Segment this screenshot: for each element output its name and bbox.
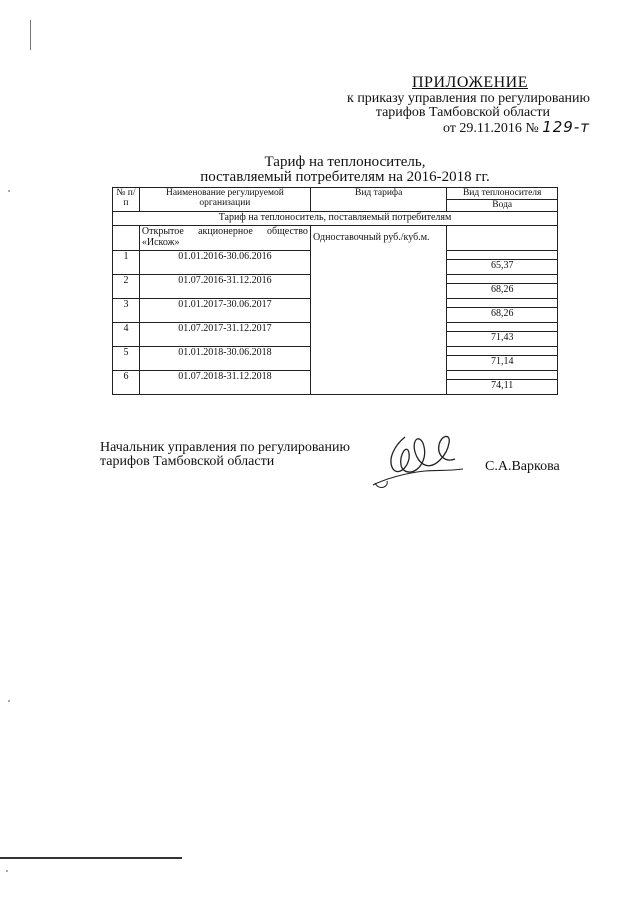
table-header-row [113, 188, 558, 200]
signoff-position-line-2: тарифов Тамбовской области [100, 454, 275, 469]
row-num: 2 [113, 275, 140, 299]
row-num: 3 [113, 299, 140, 323]
section-title: Тариф на теплоноситель, поставляемый потребителям [113, 212, 558, 226]
appendix-heading: ПРИЛОЖЕНИЕ [411, 74, 528, 91]
table-row [113, 226, 558, 251]
order-number-handwritten: 129-т [542, 118, 590, 136]
row-num: 4 [113, 323, 140, 347]
scan-edge-mark [30, 20, 31, 50]
table-section-row [113, 212, 558, 226]
appendix-order-line [300, 120, 590, 136]
price: 71,43 [447, 332, 558, 347]
price-empty [447, 226, 558, 251]
header-tariff-type: Вид тарифа [310, 188, 446, 212]
period: 01.07.2016-31.12.2016 [139, 275, 310, 299]
appendix-line-1: к приказу управления по регулированию [347, 91, 590, 106]
appendix-block [300, 76, 590, 136]
scan-dot [8, 190, 10, 192]
price: 74,11 [447, 380, 558, 395]
row-num: 1 [113, 251, 140, 275]
signoff-position-line-1: Начальник управления по регулированию [100, 440, 350, 455]
period: 01.01.2018-30.06.2018 [139, 347, 310, 371]
footer-rule [0, 857, 182, 859]
signoff-block [100, 441, 350, 469]
period: 01.01.2017-30.06.2017 [139, 299, 310, 323]
price-spacer [447, 275, 558, 284]
price-spacer [447, 347, 558, 356]
scan-dot [8, 700, 10, 702]
row-num: 5 [113, 347, 140, 371]
price: 65,37 [447, 260, 558, 275]
appendix-line-2: тарифов Тамбовской области [375, 105, 550, 120]
header-carrier-value: Вода [447, 200, 558, 212]
appendix-date: от 29.11.2016 № [442, 121, 539, 136]
price: 71,14 [447, 356, 558, 371]
document-title [150, 155, 540, 185]
header-organization: Наименование регулируемой организации [139, 188, 310, 212]
title-line-1: Тариф на теплоноситель, [264, 154, 426, 170]
tariff-kind: Одноставочный руб./куб.м. [310, 226, 446, 395]
header-carrier-type: Вид теплоносителя [447, 188, 558, 200]
price-spacer [447, 371, 558, 380]
price-spacer [447, 251, 558, 260]
price-spacer [447, 299, 558, 308]
organization-name: Открытое акционерное общество «Искож» [139, 226, 310, 251]
period: 01.01.2016-30.06.2016 [139, 251, 310, 275]
tariff-table [112, 187, 558, 395]
handwritten-signature [365, 425, 475, 495]
period: 01.07.2018-31.12.2018 [139, 371, 310, 395]
price: 68,26 [447, 308, 558, 323]
row-num-empty [113, 226, 140, 251]
scan-dot [6, 870, 8, 872]
title-line-2: поставляемый потребителям на 2016-2018 гг. [200, 169, 490, 185]
row-num: 6 [113, 371, 140, 395]
period: 01.07.2017-31.12.2017 [139, 323, 310, 347]
header-num: № п/п [113, 188, 140, 212]
price-spacer [447, 323, 558, 332]
price: 68,26 [447, 284, 558, 299]
signer-name: С.А.Варкова [485, 459, 560, 474]
